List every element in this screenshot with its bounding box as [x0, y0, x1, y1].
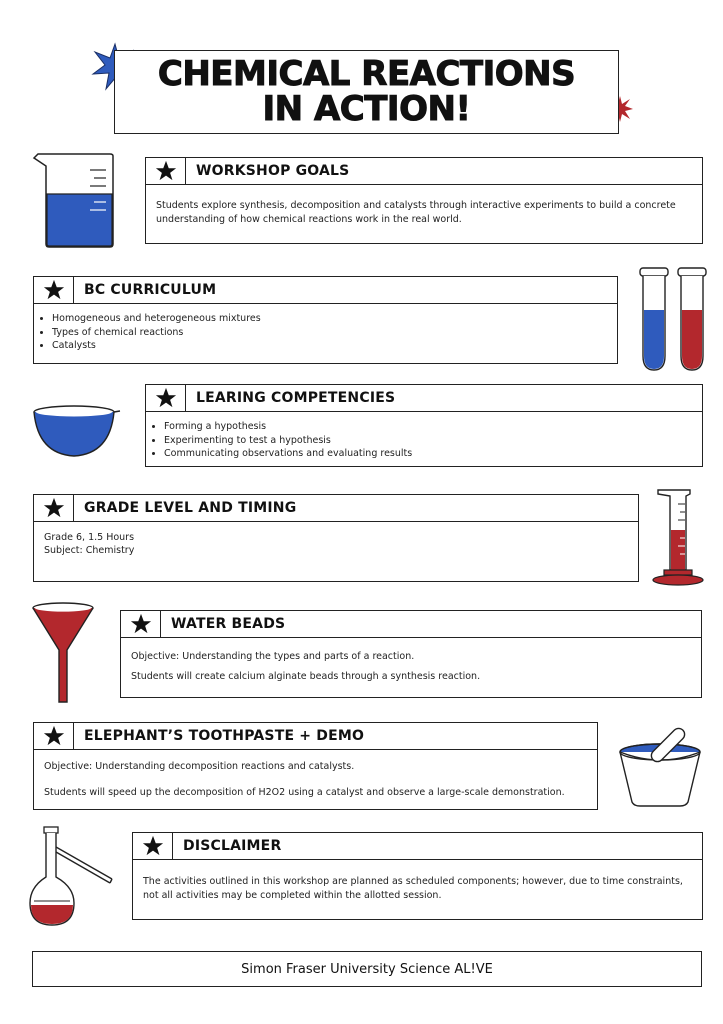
list-item: • Catalysts [52, 339, 617, 353]
beaker-icon [30, 150, 120, 250]
list-item: • Types of chemical reactions [52, 326, 617, 340]
section-title: WATER BEADS [171, 616, 286, 632]
page-title-line-2: IN ACTION! [262, 89, 471, 129]
footer [32, 951, 702, 987]
star-icon [130, 613, 152, 635]
section-title: GRADE LEVEL AND TIMING [84, 500, 297, 516]
list-item: • Homogeneous and heterogeneous mixtures [52, 312, 617, 326]
section-body-workshop-goals [145, 184, 703, 244]
section-header-water-beads [120, 610, 702, 638]
section-header-grade-level [33, 494, 639, 522]
elephants-toothpaste-description: Students will speed up the decomposition of H2O2 using a catalyst and observe a large-scale demonstration. [44, 787, 565, 798]
funnel-icon [30, 600, 96, 706]
section-title: ELEPHANT’S TOOTHPASTE + DEMO [84, 728, 365, 744]
section-body-elephants-toothpaste [33, 749, 598, 810]
section-body-learing-competencies [145, 411, 703, 467]
workshop-goals-text: Students explore synthesis, decomposition and catalysts through interactive experiments to build a concrete understanding of how chemical reactions work in the real world. [156, 200, 676, 225]
section-title: BC CURRICULUM [84, 282, 217, 298]
footer-text: Simon Fraser University Science AL!VE [241, 961, 493, 977]
section-header-learing-competencies [145, 384, 703, 412]
water-beads-objective: Objective: Understanding the types and parts of a reaction. [131, 651, 415, 662]
star-icon [155, 387, 177, 409]
star-icon [142, 835, 164, 857]
section-header-bc-curriculum [33, 276, 618, 304]
section-header-workshop-goals [145, 157, 703, 185]
star-icon [43, 725, 65, 747]
star-icon [155, 160, 177, 182]
list-item: • Experimenting to test a hypothesis [164, 434, 702, 448]
list-item: • Forming a hypothesis [164, 420, 702, 434]
section-body-disclaimer [132, 859, 703, 920]
section-body-water-beads [120, 637, 702, 698]
section-title: WORKSHOP GOALS [196, 163, 350, 179]
subject-text: Subject: Chemistry [44, 545, 135, 556]
disclaimer-text: The activities outlined in this workshop are planned as scheduled components; however, due to time constraints, not all activities may be completed within the allotted session. [143, 876, 683, 901]
test-tubes-icon [636, 266, 710, 374]
star-icon [43, 279, 65, 301]
section-title: DISCLAIMER [183, 838, 282, 854]
list-item: • Communicating observations and evaluating results [164, 447, 702, 461]
grade-text: Grade 6, 1.5 Hours [44, 532, 135, 543]
flask-icon [24, 825, 120, 931]
star-icon [43, 497, 65, 519]
water-beads-description: Students will create calcium alginate beads through a synthesis reaction. [131, 671, 481, 682]
section-title: LEARING COMPETENCIES [196, 390, 396, 406]
section-body-bc-curriculum [33, 303, 618, 364]
section-header-disclaimer [132, 832, 703, 860]
title-box [114, 50, 619, 134]
mortar-pestle-icon [616, 718, 710, 812]
section-body-grade-level [33, 521, 639, 582]
evaporating-dish-icon [30, 402, 122, 462]
graduated-cylinder-icon [650, 488, 708, 588]
section-header-elephants-toothpaste [33, 722, 598, 750]
elephants-toothpaste-objective: Objective: Understanding decomposition reactions and catalysts. [44, 761, 355, 772]
page-title-line-1: CHEMICAL REACTIONS [157, 54, 576, 94]
